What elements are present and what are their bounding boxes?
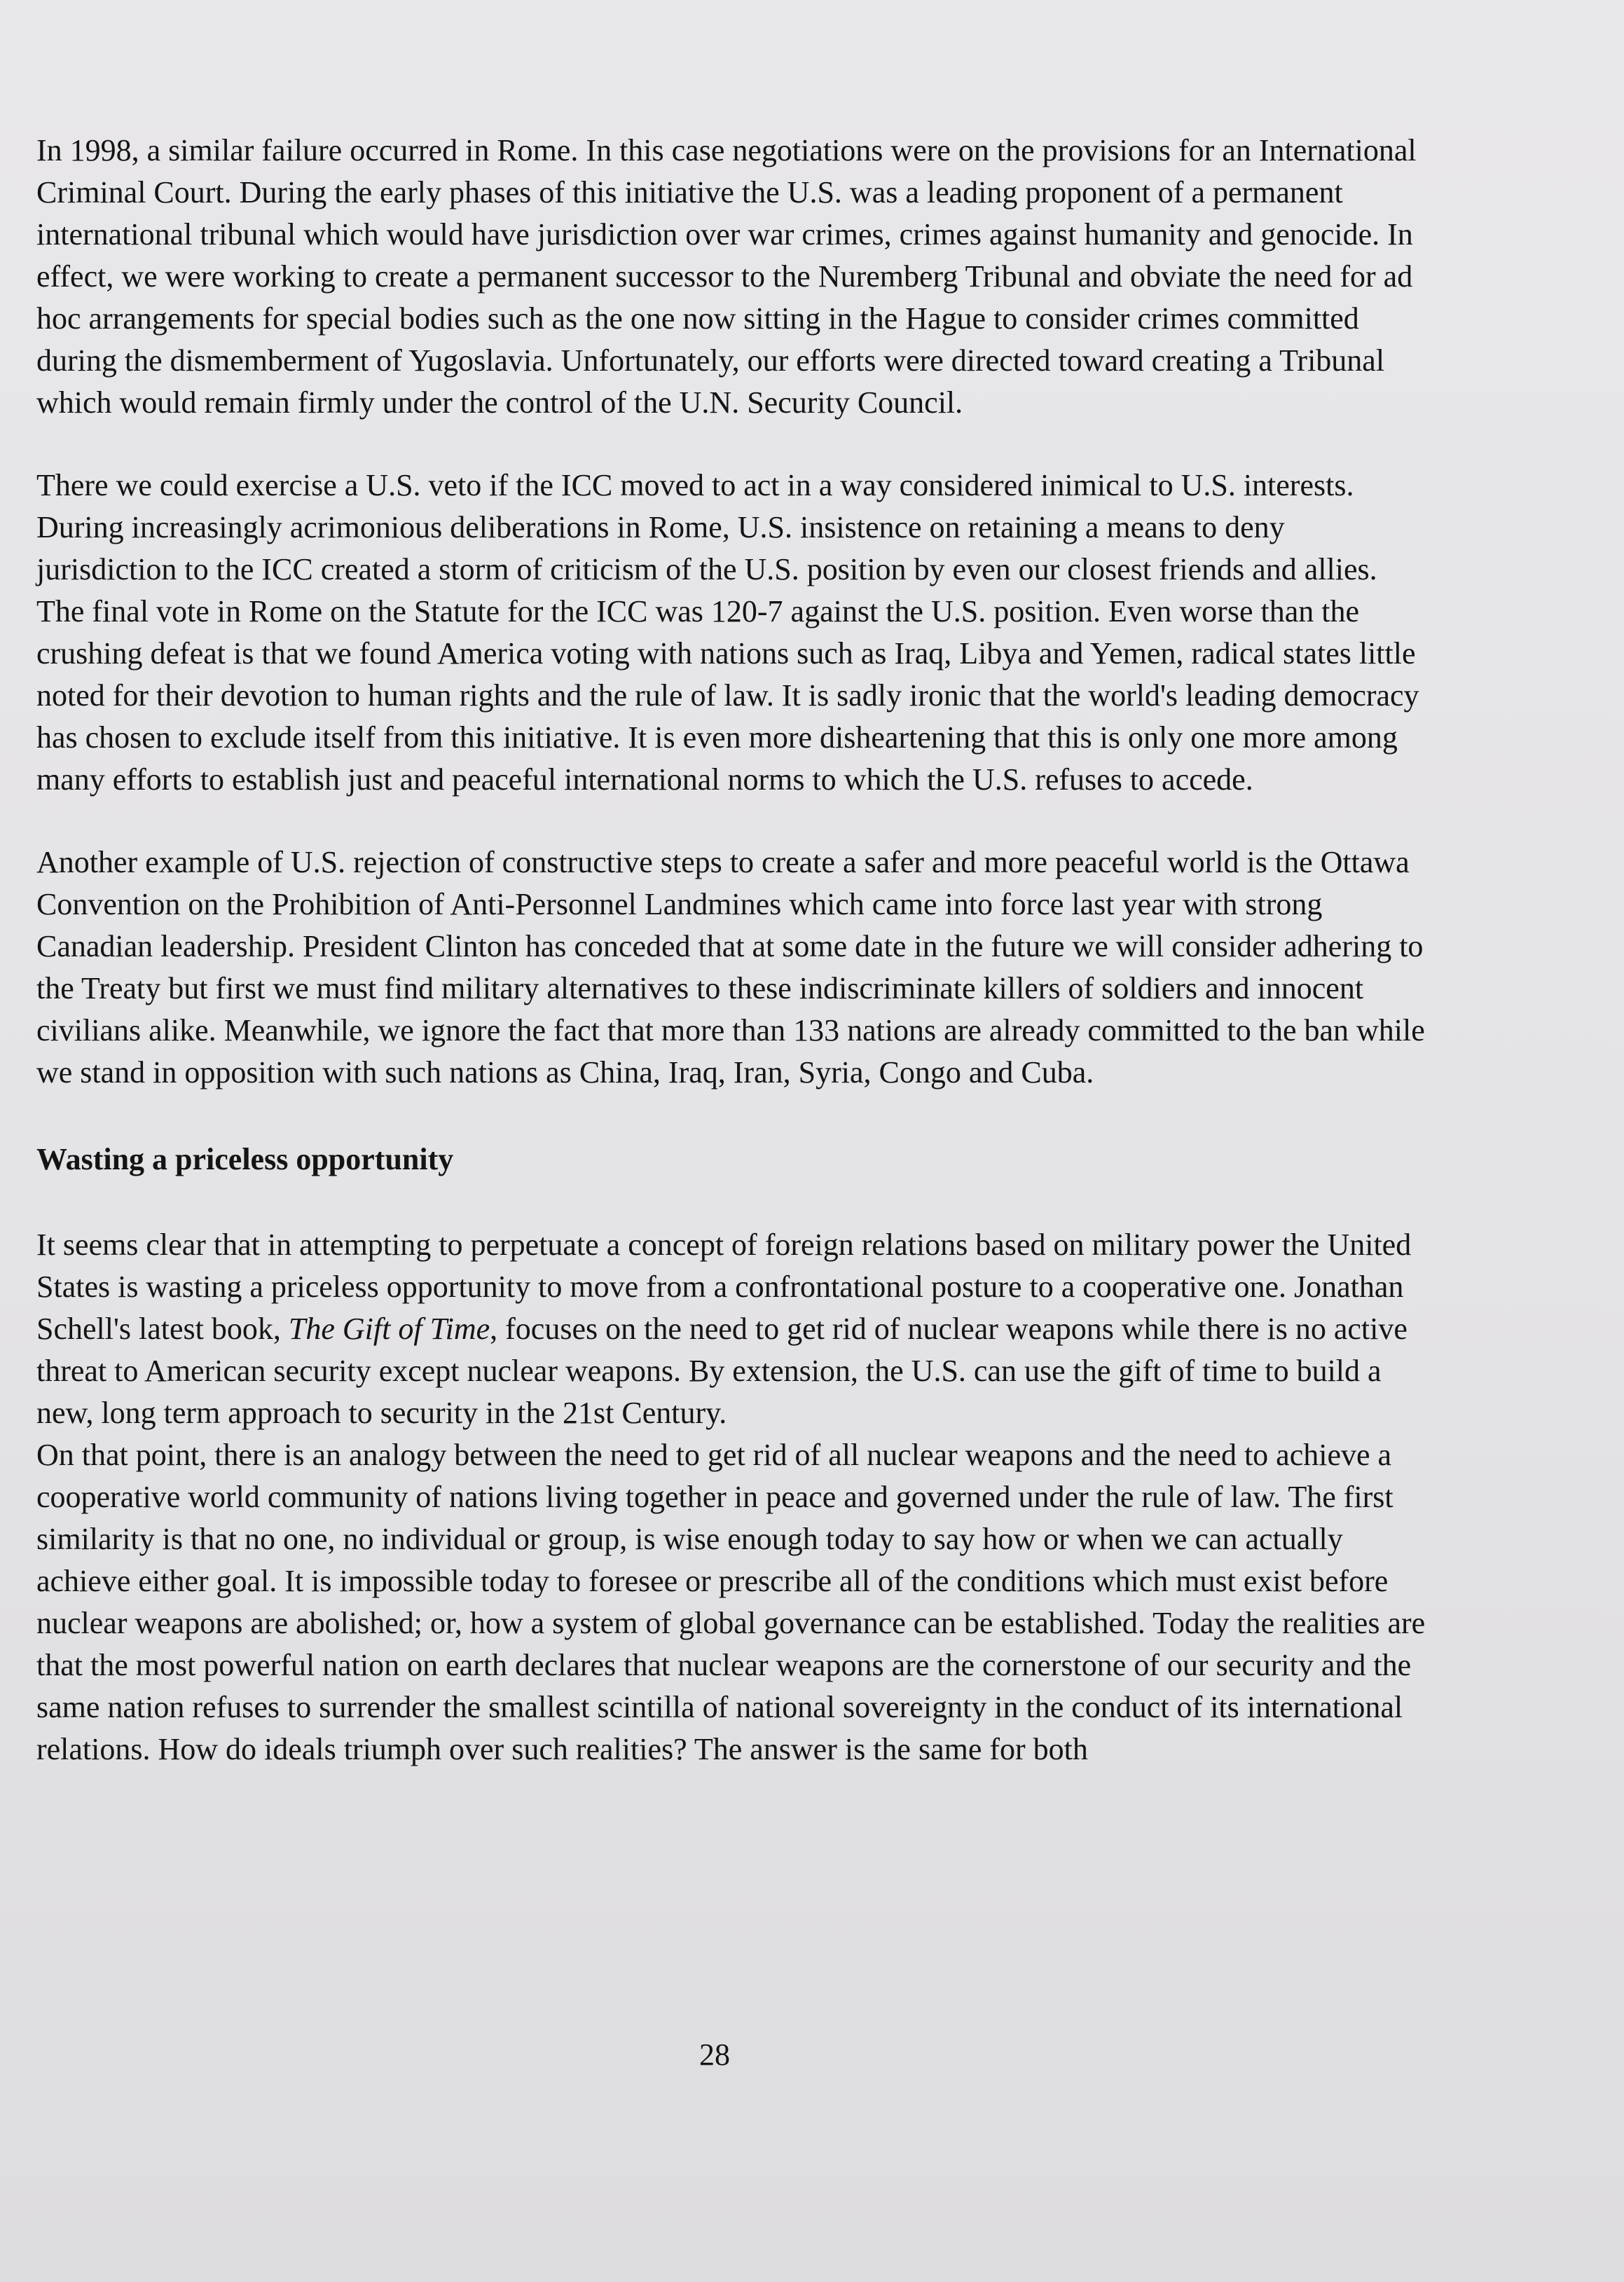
paragraph-text-before-title: It seems clear that in attempting to perpetuate a concept of foreign relations based on military power the United States is wasting a priceless opportunity to move from a confrontational posture to a cooperative one. Jonathan Schell's latest book, [36,1228,1412,1346]
section-heading: Wasting a priceless opportunity [36,1142,454,1176]
paragraph-nuclear-analogy: On that point, there is an analogy between the need to get rid of all nuclear weapons and the need to achieve a cooperative world community of nations living together in peace and governed under the rule of law. The first similarity is that no one, no individual or group, is wise enough today to say how or when we can actually achieve either goal. It is impossible today to foresee or prescribe all of the conditions which must exist before nuclear weapons are abolished; or, how a system of global governance can be established. Today the realities are that the most powerful nation on earth declares that nuclear weapons are the cornerstone of our security and the same nation refuses to surrender the smallest scintilla of national sovereignty in the conduct of its international relations. How do ideals triumph over such realities? The answer is the same for both [36,1438,1426,1766]
paragraph-priceless-opportunity [36,1224,1431,1434]
paragraph-rome-icc-negotiations: In 1998, a similar failure occurred in Rome. In this case negotiations were on the provisions for an International Criminal Court. During the early phases of this initiative the U.S. was a leading proponent of a permanent international tribunal which would have jurisdiction over war crimes, crimes against humanity and genocide. In effect, we were working to create a permanent successor to the Nuremberg Tribunal and obviate the need for ad hoc arrangements for special bodies such as the one now sitting in the Hague to consider crimes committed during the dismemberment of Yugoslavia. Unfortunately, our efforts were directed toward creating a Tribunal which would remain firmly under the control of the U.N. Security Council. [36,133,1417,420]
body-text [36,130,1431,1804]
book-title: The Gift of Time [288,1312,490,1346]
page-number: 28 [699,2037,730,2072]
paragraph-text-after-title: , focuses on the need to get rid of nuclear weapons while there is no active threat to American security except nuclear weapons. By extension, the U.S. can use the gift of time to build a new, long term approach to security in the 21st Century. [36,1312,1408,1430]
paragraph-ottawa-convention: Another example of U.S. rejection of constructive steps to create a safer and more peaceful world is the Ottawa Convention on the Prohibition of Anti-Personnel Landmines which came into force last year with strong Canadian leadership. President Clinton has conceded that at some date in the future we will consider adhering to the Treaty but first we must find military alternatives to these indiscriminate killers of soldiers and innocent civilians alike. Meanwhile, we ignore the fact that more than 133 nations are already committed to the ban while we stand in opposition with such nations as China, Iraq, Iran, Syria, Congo and Cuba. [36,845,1425,1090]
paragraph-us-veto: There we could exercise a U.S. veto if the ICC moved to act in a way considered inimical to U.S. interests. During increasingly acrimonious deliberations in Rome, U.S. insistence on retaining a means to deny jurisdiction to the ICC created a storm of criticism of the U.S. position by even our closest friends and allies. The final vote in Rome on the Statute for the ICC was 120-7 against the U.S. position. Even worse than the crushing defeat is that we found America voting with nations such as Iraq, Libya and Yemen, radical states little noted for their devotion to human rights and the rule of law. It is sadly ironic that the world's leading democracy has chosen to exclude itself from this initiative. It is even more disheartening that this is only one more among many efforts to establish just and peaceful international norms to which the U.S. refuses to accede. [36,468,1419,797]
